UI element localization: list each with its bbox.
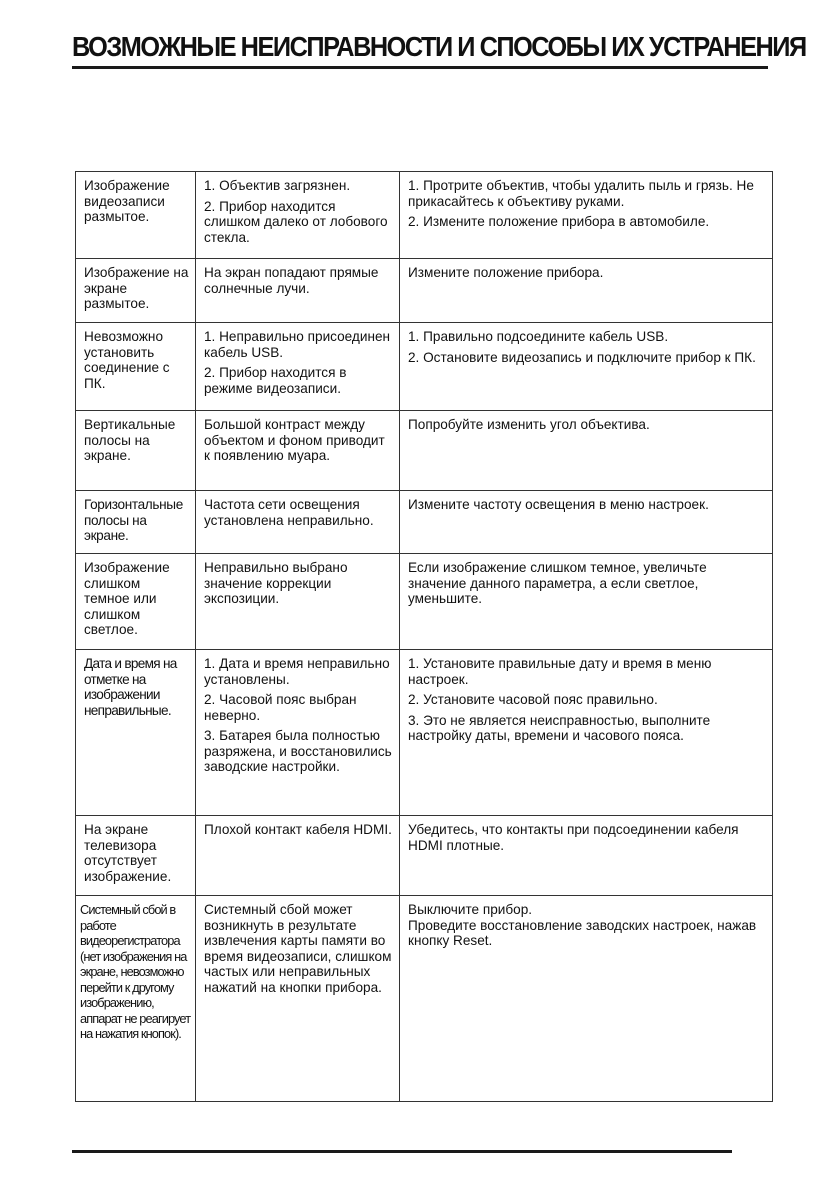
solution-item: 1. Установите правильные дату и время в меню настроек. — [408, 656, 712, 687]
solution-item: Проведите восстановление заводских настроек, нажав кнопку Reset. — [408, 917, 757, 948]
cause-cell — [196, 172, 400, 259]
cause-cell — [196, 259, 400, 323]
cause-item: 2. Часовой пояс выбран неверно. — [204, 692, 357, 723]
problem-cell: Дата и время на отметке на изображении неправильные. — [76, 650, 196, 816]
table-row — [76, 259, 773, 323]
solution-item: 1. Протрите объектив, чтобы удалить пыль и грязь. Не прикасайтесь к объективу руками. — [408, 178, 754, 209]
solution-cell — [400, 554, 773, 650]
table-row — [76, 411, 773, 491]
problem-cell: Вертикальные полосы на экране. — [76, 411, 196, 491]
solution-item: 2. Установите часовой пояс правильно. — [408, 692, 658, 707]
cause-cell — [196, 323, 400, 411]
cause-item: 2. Прибор находится слишком далеко от лобового стекла. — [204, 198, 388, 245]
cause-item: 1. Дата и время неправильно установлены. — [204, 656, 390, 687]
cause-cell — [196, 650, 400, 816]
solution-cell — [400, 323, 773, 411]
cause-item: Частота сети освещения установлена неправильно. — [204, 497, 374, 528]
cause-cell — [196, 411, 400, 491]
solution-item: 1. Правильно подсоедините кабель USB. — [408, 329, 669, 344]
table-row — [76, 491, 773, 554]
cause-cell — [196, 896, 400, 1102]
table-row — [76, 323, 773, 411]
table-row — [76, 896, 773, 1102]
problem-cell: Изображение на экране размытое. — [76, 259, 196, 323]
troubleshooting-table — [75, 171, 773, 1102]
cause-cell — [196, 491, 400, 554]
table-row — [76, 650, 773, 816]
footer-rule — [72, 1150, 732, 1153]
cause-item: 3. Батарея была полностью разряжена, и восстановились заводские настройки. — [204, 728, 392, 774]
solution-cell — [400, 816, 773, 896]
cause-item: Большой контраст между объектом и фоном приводит к появлению муара. — [204, 417, 385, 463]
solution-item: Измените частоту освещения в меню настроек. — [408, 497, 709, 512]
page-title: ВОЗМОЖНЫЕ НЕИСПРАВНОСТИ И СПОСОБЫ ИХ УСТРАНЕНИЯ — [72, 31, 806, 62]
problem-cell: На экране телевизора отсутствует изображение. — [76, 816, 196, 896]
problem-cell: Системный сбой в работе видеорегистратора (нет изображения на экране, невозможно перейти к другому изображению, аппарат не реагирует на нажатия кнопок). — [76, 896, 196, 1102]
solution-cell — [400, 650, 773, 816]
table-row — [76, 816, 773, 896]
solution-item: Попробуйте изменить угол объектива. — [408, 417, 650, 432]
problem-cell: Изображение слишком темное или слишком светлое. — [76, 554, 196, 650]
solution-item: Убедитесь, что контакты при подсоединении кабеля HDMI плотные. — [408, 822, 739, 853]
problem-cell: Изображение видеозаписи размытое. — [76, 172, 196, 259]
cause-cell — [196, 554, 400, 650]
solution-item: Измените положение прибора. — [408, 265, 604, 280]
cause-item: 1. Объектив загрязнен. — [204, 178, 351, 193]
solution-cell — [400, 172, 773, 259]
title-underline — [72, 66, 768, 69]
cause-item: 2. Прибор находится в режиме видеозаписи. — [204, 365, 347, 396]
problem-cell: Невозможно установить соединение с ПК. — [76, 323, 196, 411]
problem-cell: Горизонтальные полосы на экране. — [76, 491, 196, 554]
solution-cell — [400, 259, 773, 323]
table-row — [76, 554, 773, 650]
solution-cell — [400, 896, 773, 1102]
solution-item: Если изображение слишком темное, увеличьте значение данного параметра, а если светлое, уменьшите. — [408, 560, 707, 606]
solution-item: Выключите прибор. — [408, 902, 533, 917]
cause-cell — [196, 816, 400, 896]
solution-item: 2. Остановите видеозапись и подключите прибор к ПК. — [408, 349, 756, 365]
cause-item: Плохой контакт кабеля HDMI. — [204, 822, 392, 837]
table-row — [76, 172, 773, 259]
solution-item: 2. Измените положение прибора в автомобиле. — [408, 214, 710, 229]
solution-cell — [400, 491, 773, 554]
cause-item: Неправильно выбрано значение коррекции экспозиции. — [204, 560, 348, 606]
cause-item: Системный сбой может возникнуть в результате извлечения карты памяти во время видеозаписи, слишком частых или неправильных нажатий на кнопки прибора. — [204, 902, 392, 995]
cause-item: 1. Неправильно присоединен кабель USB. — [204, 329, 391, 360]
solution-cell — [400, 411, 773, 491]
cause-item: На экран попадают прямые солнечные лучи. — [204, 265, 379, 296]
solution-item: 3. Это не является неисправностью, выполните настройку даты, времени и часового пояса. — [408, 712, 711, 743]
